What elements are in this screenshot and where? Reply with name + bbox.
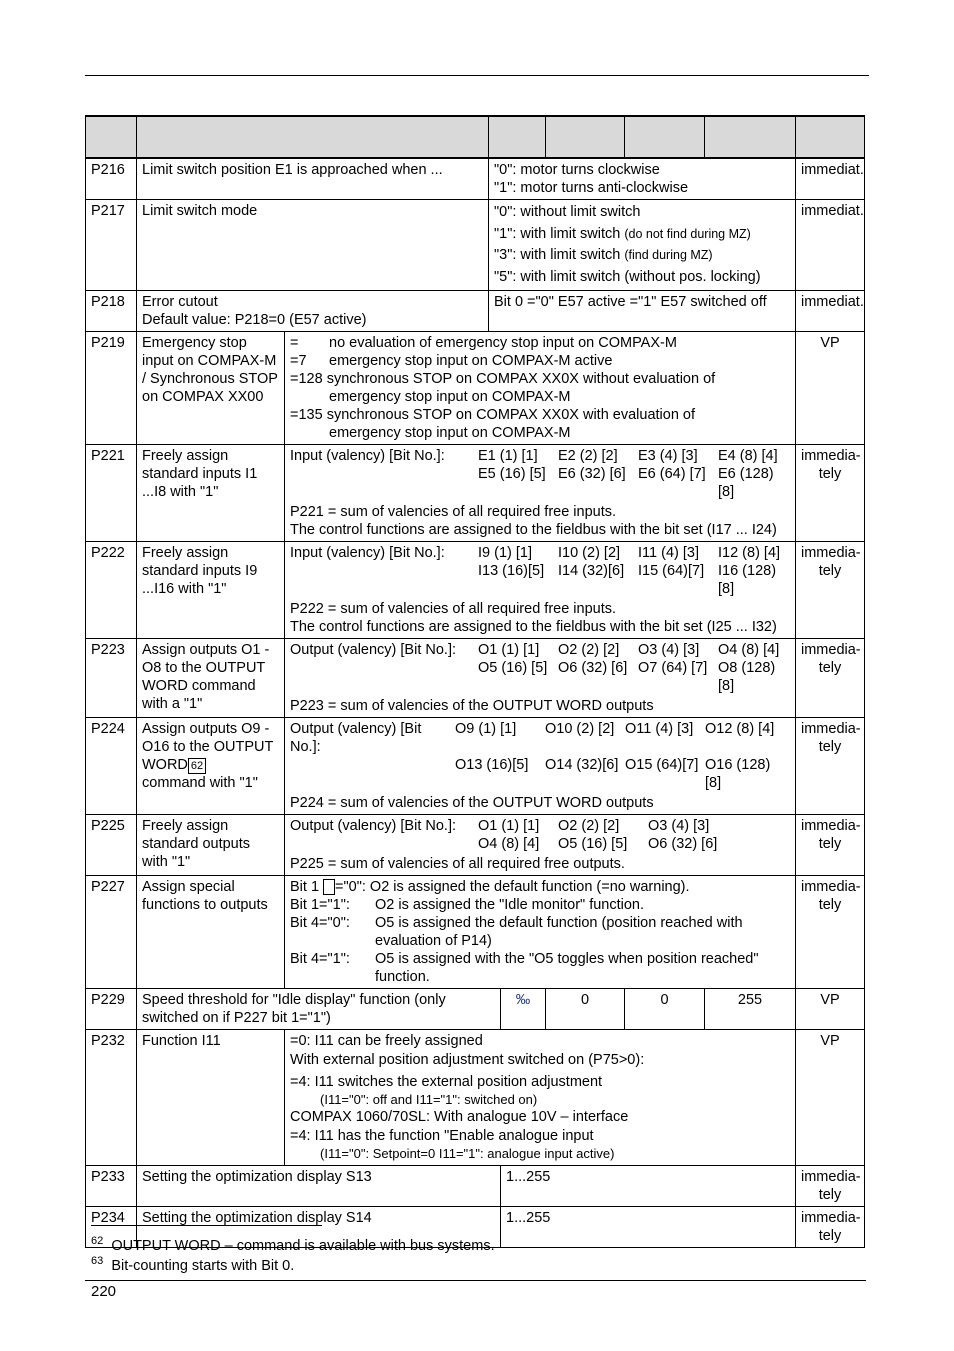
param-description: Freely assign standard outputs with "1" bbox=[137, 815, 285, 876]
param-description: Limit switch position E1 is approached when ... bbox=[137, 158, 489, 200]
bottom-rule bbox=[85, 1280, 866, 1281]
param-default: 0 bbox=[625, 989, 705, 1030]
param-number: P224 bbox=[86, 718, 137, 815]
header-cell bbox=[625, 116, 705, 158]
header-cell bbox=[705, 116, 796, 158]
param-mode: immedia- tely bbox=[796, 1207, 865, 1248]
param-description: Error cutout Default value: P218=0 (E57 active) bbox=[137, 291, 489, 332]
param-values: Input (valency) [Bit No.]: E1 (1) [1] E2 (2) [2] E3 (4) [3] E4 (8) [4] E5 (16) [5] E6 (32) [6] E6 (64) [7] E6 (128) [8] P221 = sum of valencies of all required free inputs. The control functions are assigned to the fieldbus with the bit set (I17 ... I24) bbox=[285, 445, 796, 542]
param-values: Input (valency) [Bit No.]: I9 (1) [1] I10 (2) [2] I11 (4) [3] I12 (8) [4] I13 (16)[5] I14 (32)[6] I15 (64)[7] I16 (128)[8] P222 = sum of valencies of all required free inputs. The control functions are assigned to the fieldbus with the bit set (I25 ... I32) bbox=[285, 542, 796, 639]
param-mode: immediat. bbox=[796, 200, 865, 291]
table-row bbox=[86, 542, 865, 639]
param-description: Setting the optimization display S14 bbox=[137, 1207, 501, 1248]
header-cell bbox=[86, 116, 137, 158]
param-number: P227 bbox=[86, 876, 137, 989]
top-rule bbox=[85, 75, 869, 76]
param-mode: VP bbox=[796, 989, 865, 1030]
param-range: 1...255 bbox=[501, 1207, 796, 1248]
param-description: Assign special functions to outputs bbox=[137, 876, 285, 989]
table-row bbox=[86, 291, 865, 332]
header-cell bbox=[546, 116, 625, 158]
param-mode: VP bbox=[796, 332, 865, 445]
param-number: P234 bbox=[86, 1207, 137, 1248]
param-mode: immedia- tely bbox=[796, 1166, 865, 1207]
param-mode: immedia- tely bbox=[796, 445, 865, 542]
param-values: Bit 1 ="0": O2 is assigned the default function (=no warning). Bit 1="1": O2 is assigned the "Idle monitor" function. Bit 4="0": O5 is assigned the default function (position reached with evaluation of P14) Bit 4="1": O5 is assigned with the "O5 toggles when position reached" function. bbox=[285, 876, 796, 989]
value-line: "0": motor turns clockwise bbox=[494, 162, 660, 178]
param-values: Output (valency) [Bit No.]: O9 (1) [1] O10 (2) [2] O11 (4) [3] O12 (8) [4] O13 (16)[5] O14 (32)[6] O15 (64)[7] O16 (128) [8] P224 = sum of valencies of the OUTPUT WORD outputs bbox=[285, 718, 796, 815]
table-header bbox=[86, 116, 865, 158]
table-row bbox=[86, 445, 865, 542]
param-min: 0 bbox=[546, 989, 625, 1030]
param-description: Freely assign standard inputs I9 ...I16 with "1" bbox=[137, 542, 285, 639]
footnote: $^{63}$ Bit-counting starts with Bit 0. bbox=[91, 1255, 295, 1274]
param-values: Bit 0 ="0" E57 active ="1" E57 switched off bbox=[489, 291, 796, 332]
value-line: "1": motor turns anti-clockwise bbox=[494, 180, 689, 196]
param-mode: immedia- tely bbox=[796, 542, 865, 639]
table-row bbox=[86, 158, 865, 200]
param-mode: immedia- tely bbox=[796, 876, 865, 989]
header-cell bbox=[489, 116, 546, 158]
param-max: 255 bbox=[705, 989, 796, 1030]
param-number: P225 bbox=[86, 815, 137, 876]
param-mode: immedia- tely bbox=[796, 718, 865, 815]
param-number: P218 bbox=[86, 291, 137, 332]
param-number: P216 bbox=[86, 158, 137, 200]
parameter-table bbox=[85, 115, 865, 1248]
value-line: "5": with limit switch (without pos. locking) bbox=[494, 268, 761, 285]
footnote: $^{62}$ OUTPUT WORD – command is available with bus systems. bbox=[91, 1235, 495, 1254]
param-number: P222 bbox=[86, 542, 137, 639]
param-number: P217 bbox=[86, 200, 137, 291]
param-description: Assign outputs O1 - O8 to the OUTPUT WORD command with a "1" bbox=[137, 639, 285, 718]
table-row bbox=[86, 989, 865, 1030]
param-mode: immedia- tely bbox=[796, 815, 865, 876]
table-row bbox=[86, 332, 865, 445]
param-description: Emergency stop input on COMPAX-M / Synchronous STOP on COMPAX XX00 bbox=[137, 332, 285, 445]
table-row bbox=[86, 1030, 865, 1166]
param-number: P219 bbox=[86, 332, 137, 445]
param-values bbox=[489, 200, 796, 291]
param-description: Assign outputs O9 - O16 to the OUTPUT WORD 62 command with "1" bbox=[137, 718, 285, 815]
param-values: Output (valency) [Bit No.]: O1 (1) [1] O2 (2) [2] O3 (4) [3] O4 (8) [4] O5 (16) [5] O6 (32) [6] P225 = sum of valencies of all required free outputs. bbox=[285, 815, 796, 876]
param-mode: immediat. bbox=[796, 291, 865, 332]
table-row bbox=[86, 200, 865, 291]
param-unit: ‰ bbox=[501, 989, 546, 1030]
value-line: "0": without limit switch bbox=[494, 204, 641, 220]
page-number: 220 bbox=[91, 1283, 117, 1300]
param-number: P221 bbox=[86, 445, 137, 542]
table-row bbox=[86, 718, 865, 815]
param-description: Speed threshold for "Idle display" function (only switched on if P227 bit 1="1") bbox=[137, 989, 501, 1030]
value-line: "3": with limit switch (find during MZ) bbox=[494, 247, 713, 263]
param-mode: immediat. bbox=[796, 158, 865, 200]
table-row bbox=[86, 639, 865, 718]
header-cell bbox=[796, 116, 865, 158]
param-values: =0: I11 can be freely assigned With external position adjustment switched on (P75>0): =4: I11 switches the external position adjustment (I11="0": off and I11="1": switched on) COMPAX 1060/70SL: With analogue 10V – interface =4: I11 has the function "Enable analogue input (I11="0": Setpoint=0 I11="1": analogue input active) bbox=[285, 1030, 796, 1166]
value-line: "1": with limit switch (do not find during MZ) bbox=[494, 225, 751, 242]
footnote-rule bbox=[91, 1225, 322, 1226]
param-number: P233 bbox=[86, 1166, 137, 1207]
param-values: = no evaluation of emergency stop input on COMPAX-M =7 emergency stop input on COMPAX-M active =128 synchronous STOP on COMPAX XX0X without evaluation of emergency stop input on COMPAX-M =135 synchronous STOP on COMPAX XX0X with evaluation of emergency stop input on COMPAX-M bbox=[285, 332, 796, 445]
table-row bbox=[86, 1166, 865, 1207]
footnote-marker: 62 bbox=[188, 758, 206, 774]
param-mode: immedia- tely bbox=[796, 639, 865, 718]
param-number: P232 bbox=[86, 1030, 137, 1166]
param-number: P229 bbox=[86, 989, 137, 1030]
param-values: Output (valency) [Bit No.]: O1 (1) [1] O2 (2) [2] O3 (4) [3] O4 (8) [4] O5 (16) [5] O6 (32) [6] O7 (64) [7] O8 (128) [8] P223 = sum of valencies of the OUTPUT WORD outputs bbox=[285, 639, 796, 718]
param-range: 1...255 bbox=[501, 1166, 796, 1207]
param-number: P223 bbox=[86, 639, 137, 718]
header-cell bbox=[137, 116, 489, 158]
param-description: Function I11 bbox=[137, 1030, 285, 1166]
param-description: Setting the optimization display S13 bbox=[137, 1166, 501, 1207]
param-description: Freely assign standard inputs I1 ...I8 with "1" bbox=[137, 445, 285, 542]
param-values bbox=[489, 158, 796, 200]
param-description: Limit switch mode bbox=[137, 200, 489, 291]
param-mode: VP bbox=[796, 1030, 865, 1166]
table-row bbox=[86, 815, 865, 876]
table-row bbox=[86, 876, 865, 989]
